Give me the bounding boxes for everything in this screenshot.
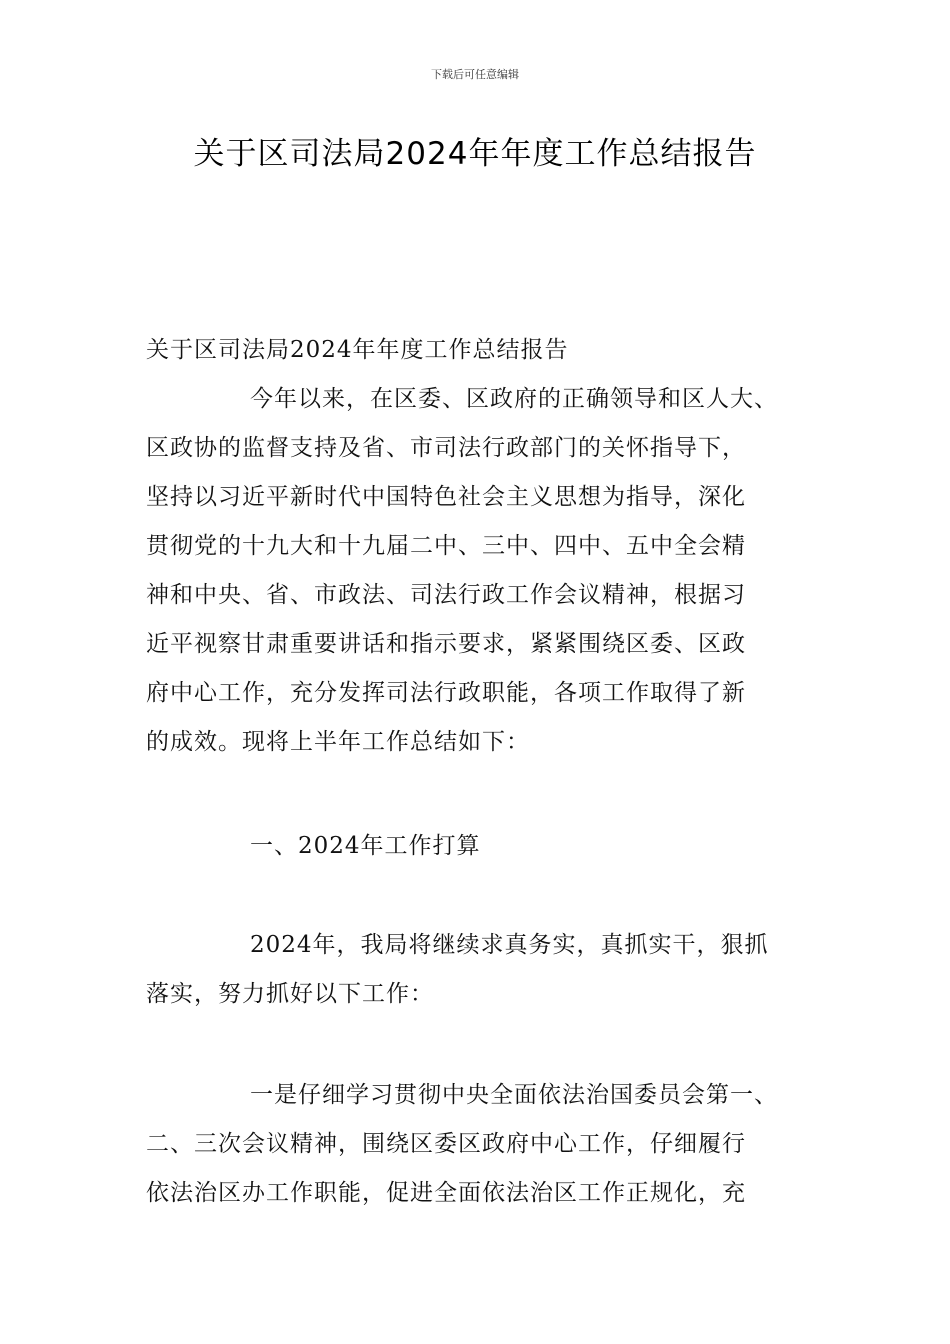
section-heading-block [146, 822, 818, 871]
intro-line: 坚持以习近平新时代中国特色社会主义思想为指导，深化 [146, 484, 746, 510]
intro-line: 府中心工作，充分发挥司法行政职能，各项工作取得了新 [146, 680, 746, 706]
header-note: 下载后可任意编辑 [431, 68, 519, 81]
intro-section [146, 326, 818, 767]
plan-line: 2024年，我局将继续求真务实，真抓实干，狠抓 [250, 932, 769, 958]
intro-line: 区政协的监督支持及省、市司法行政部门的关怀指导下， [146, 435, 746, 461]
intro-line: 贯彻党的十九大和十九届二中、三中、四中、五中全会精 [146, 533, 746, 559]
section-heading: 一、2024年工作打算 [250, 833, 481, 859]
item1-line: 依法治区办工作职能，促进全面依法治区工作正规化，充 [146, 1180, 746, 1206]
item1-line: 二、三次会议精神，围绕区委区政府中心工作，仔细履行 [146, 1131, 746, 1157]
item1-line: 一是仔细学习贯彻中央全面依法治国委员会第一、 [250, 1082, 778, 1108]
intro-line: 的成效。现将上半年工作总结如下： [146, 729, 530, 755]
plan-section [146, 921, 818, 1019]
plan-line: 落实，努力抓好以下工作： [146, 981, 434, 1007]
document-title: 关于区司法局2024年年度工作总结报告 [193, 136, 757, 172]
intro-line: 神和中央、省、市政法、司法行政工作会议精神，根据习 [146, 582, 746, 608]
item1-section [146, 1071, 818, 1218]
intro-line: 今年以来，在区委、区政府的正确领导和区人大、 [250, 386, 778, 412]
subtitle-line: 关于区司法局2024年年度工作总结报告 [146, 337, 569, 363]
intro-line: 近平视察甘肃重要讲话和指示要求，紧紧围绕区委、区政 [146, 631, 746, 657]
